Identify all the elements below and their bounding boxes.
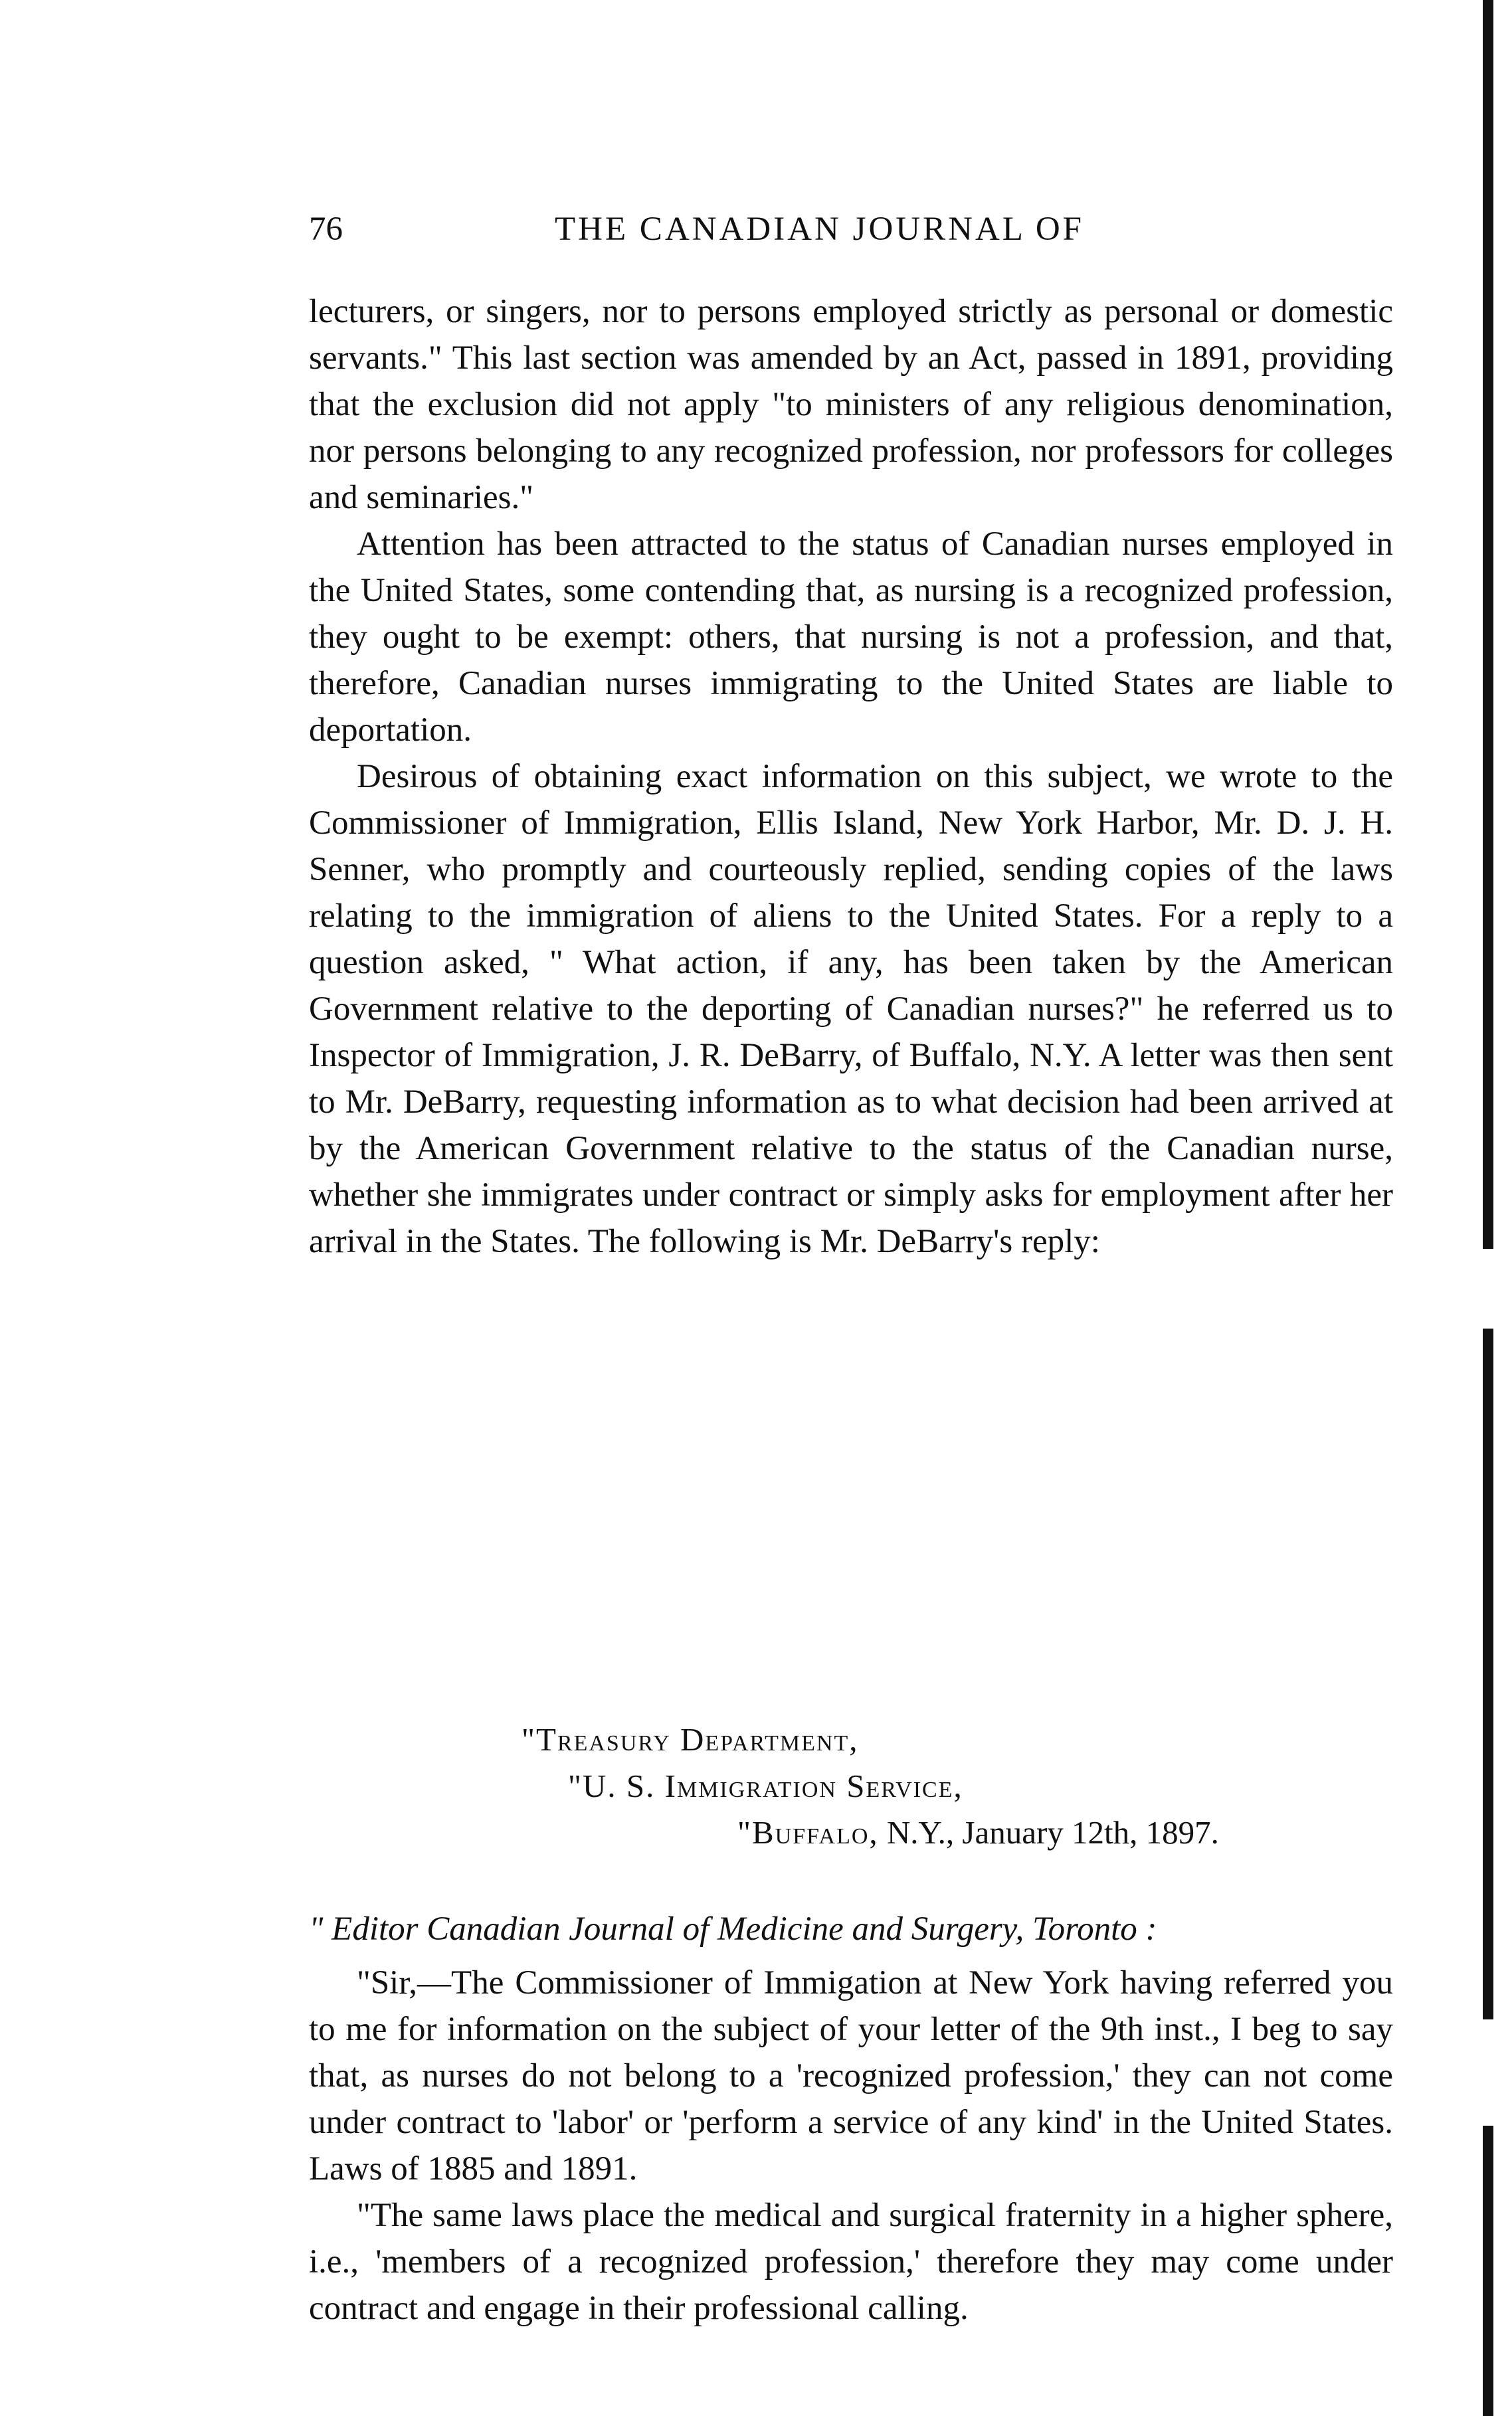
letter-heading-line-3 bbox=[737, 1810, 1219, 1856]
letter-heading-place: "Buffalo, bbox=[737, 1814, 879, 1851]
page-content bbox=[309, 288, 1393, 2327]
paragraph-continued: lecturers, or singers, nor to persons employed strictly as personal or domestic servants." This last section was amended by an Act, passed in 1891, providing that the exclusion did not apply "to ministers of any religious denomination, nor persons belonging to any recognized profession, nor professors for colleges and seminaries." bbox=[309, 293, 1393, 516]
paragraph-inquiry: Desirous of obtaining exact information on this subject, we wrote to the Commissioner of Immigration, Ellis Island, New York Harbor, Mr. D. J. H. Senner, who promptly and courteously replied, sending copies of the laws relating to the immigration of aliens to the United States. For a reply to a question asked, " What action, if any, has been taken by the American Government relative to the deporting of Canadian nurses?" he referred us to Inspector of Immigration, J. R. DeBarry, of Buffalo, N.Y. A letter was then sent to Mr. DeBarry, requesting information as to what decision had been arrived at by the American Government relative to the status of the Canadian nurse, whether she immigrates under contract or simply asks for employment after her arrival in the States. The following is Mr. DeBarry's reply: bbox=[309, 758, 1393, 1260]
letter-paragraph-1: "Sir,—The Commissioner of Immigation at New York having referred you to me for information on the subject of your letter of the 9th inst., I beg to say that, as nurses do not belong to a 'recognized profession,' they can not come under contract to 'labor' or 'perform a service of any kind' in the United States. Laws of 1885 and 1891. bbox=[309, 1964, 1393, 2187]
letter-heading-date: N.Y., January 12th, 1897. bbox=[886, 1814, 1219, 1851]
letter-heading-line-2: "U. S. Immigration Service, bbox=[568, 1768, 963, 1804]
letter-paragraph-2: "The same laws place the medical and surgical fraternity in a higher sphere, i.e., 'members of a recognized profession,' therefore they may come under contract and engage in their professional calling. bbox=[309, 2197, 1393, 2327]
letter-body bbox=[309, 1960, 1393, 2332]
running-title: THE CANADIAN JOURNAL OF bbox=[555, 211, 1085, 248]
page-number: 76 bbox=[309, 211, 343, 248]
paragraph-nurses-status: Attention has been attracted to the status of Canadian nurses employed in the United States, some contending that, as nursing is a recognized profession, they ought to be exempt: others, that nursing is not a profession, and that, therefore, Canadian nurses immigrating to the United States are liable to deportation. bbox=[309, 525, 1393, 749]
scan-edge-gap bbox=[1483, 1249, 1493, 1329]
scan-edge-gap bbox=[1483, 2019, 1493, 2126]
letter-heading-line-1: "Treasury Department, bbox=[521, 1721, 859, 1758]
letter-salutation: " Editor Canadian Journal of Medicine and Surgery, Toronto : bbox=[309, 1910, 1157, 1948]
page-header bbox=[309, 210, 1393, 263]
